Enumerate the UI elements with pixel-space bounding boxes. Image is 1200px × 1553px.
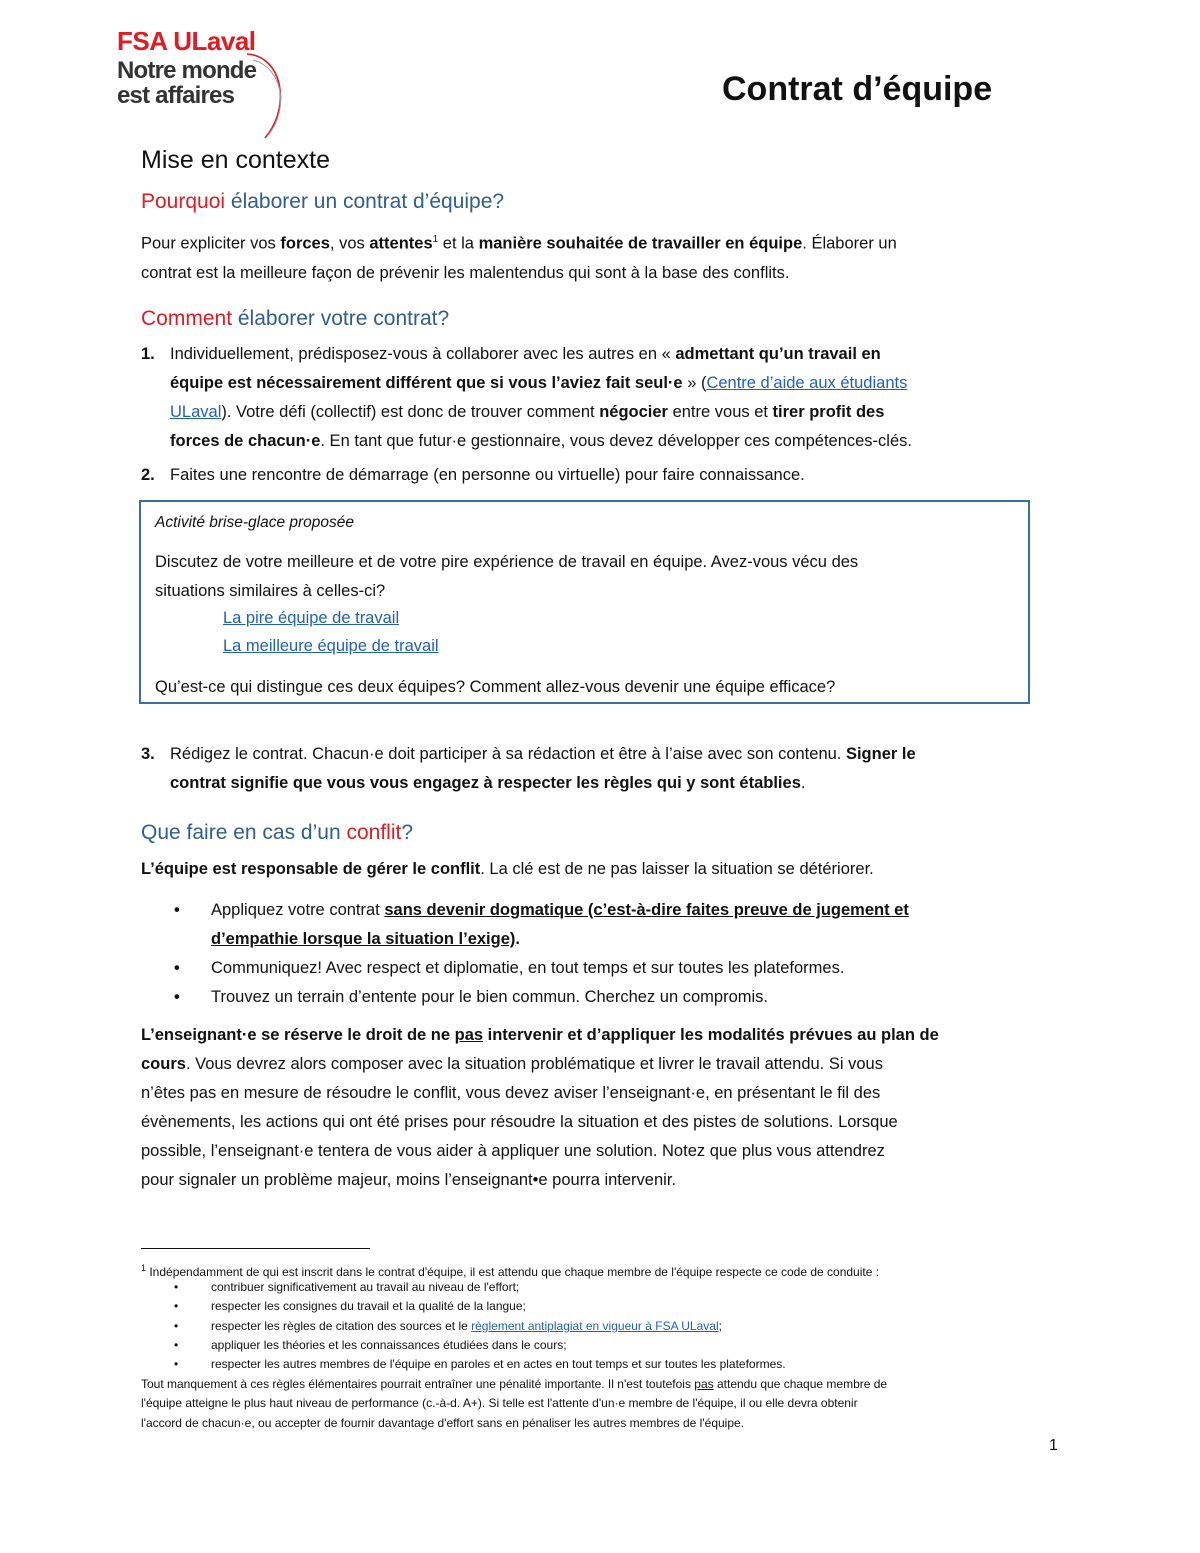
- text-bold: manière souhaitée de travailler en équipe: [478, 234, 803, 253]
- why-heading-blue: élaborer un contrat d’équipe?: [225, 190, 505, 213]
- text: contrat est la meilleure façon de prévenir les malentendus qui sont à la base des conflits.: [141, 263, 790, 282]
- footnote-ref[interactable]: 1: [432, 234, 439, 245]
- text: respecter les règles de citation des sources et le: [211, 1319, 472, 1333]
- text: l'équipe atteigne le plus haut niveau de performance (c.-à-d. A+). Si telle est l'attente d'un·e membre de l'équipe, il ou elle devra obtenir: [141, 1396, 858, 1411]
- bullet-icon: •: [174, 1299, 179, 1313]
- text: attendu que chaque membre de: [713, 1377, 888, 1391]
- footnote-number: 1: [141, 1263, 147, 1273]
- text: entre vous et: [667, 403, 773, 421]
- text-bold: cours: [141, 1055, 186, 1073]
- how-heading: [141, 307, 449, 331]
- text: possible, l’enseignant·e tentera de vous aider à appliquer une solution. Notez que plus vous attendrez: [141, 1142, 885, 1160]
- teacher-paragraph: [141, 1021, 1061, 1195]
- footnote-item-2: [174, 1297, 526, 1316]
- why-paragraph: [141, 225, 1061, 288]
- text-bold: Signer le: [845, 745, 916, 763]
- text: . Élaborer un: [802, 234, 897, 253]
- text: ;: [718, 1319, 722, 1333]
- help-center-link[interactable]: Centre d’aide aux étudiants: [706, 374, 908, 392]
- document-title: Contrat d’équipe: [722, 70, 993, 108]
- footnote-item-5: [174, 1355, 786, 1374]
- conflict-bullet-2: [174, 954, 1061, 983]
- step-2: [141, 461, 1070, 490]
- footnote-outro: [141, 1375, 887, 1433]
- logo: [117, 26, 297, 126]
- step-3: [141, 740, 1070, 798]
- text: Communiquez! Avec respect et diplomatie, en tout temps et sur toutes les plateformes.: [211, 959, 845, 977]
- text: Faites une rencontre de démarrage (en personne ou virtuelle) pour faire connaissance.: [170, 466, 805, 484]
- icebreaker-line-1: Discutez de votre meilleure et de votre pire expérience de travail en équipe. Avez-vous vécu des: [155, 553, 859, 571]
- how-heading-red: Comment: [141, 307, 233, 330]
- icebreaker-title: Activité brise-glace proposée: [155, 514, 355, 531]
- how-heading-blue: élaborer votre contrat?: [232, 307, 450, 330]
- why-heading-red: Pourquoi: [141, 190, 226, 213]
- text: contribuer significativement au travail au niveau de l'effort;: [211, 1280, 520, 1294]
- text-bold: admettant qu’un travail en: [675, 345, 881, 363]
- text-bold: forces de chacun·e: [170, 432, 321, 450]
- text: Individuellement, prédisposez-vous à collaborer avec les autres en «: [170, 345, 676, 363]
- step-number: 3.: [141, 745, 155, 763]
- footnote-item-3: [174, 1317, 722, 1336]
- text-bold: attentes: [369, 234, 433, 253]
- text-bold: contrat signifie que vous vous engagez à respecter les règles qui y sont établies: [170, 774, 801, 792]
- bullet-icon: •: [174, 959, 180, 977]
- logo-line-3: est affaires: [117, 82, 235, 109]
- text: Pour expliciter vos: [141, 234, 281, 253]
- section-heading-context: Mise en contexte: [141, 146, 330, 174]
- text: .: [800, 774, 806, 792]
- text: Rédigez le contrat. Chacun·e doit participer à sa rédaction et être à l’aise avec son contenu.: [170, 745, 846, 763]
- bullet-icon: •: [174, 1319, 179, 1333]
- text-bold: forces: [280, 234, 330, 253]
- text-bold-underline: d’empathie lorsque la situation l’exige): [211, 930, 516, 948]
- text: pour signaler un problème majeur, moins l’enseignant•e pourra intervenir.: [141, 1171, 676, 1189]
- text: . La clé est de ne pas laisser la situation se détériorer.: [480, 860, 874, 878]
- text: Appliquez votre contrat: [211, 901, 385, 919]
- text: » (: [687, 374, 707, 392]
- why-heading: [141, 190, 504, 214]
- text-bold: tirer profit des: [772, 403, 885, 421]
- text-bold: L’enseignant·e se réserve le droit de ne: [141, 1026, 455, 1044]
- worst-team-link[interactable]: La pire équipe de travail: [223, 609, 400, 627]
- conflict-heading-blue: Que faire en cas d’un: [141, 821, 347, 844]
- conflict-bullet-1: [174, 896, 1061, 954]
- text-bold: L’équipe est responsable de gérer le conflit: [141, 860, 481, 878]
- step-number: 2.: [141, 466, 155, 484]
- text: et la: [438, 234, 479, 253]
- text-bold: .: [515, 930, 520, 948]
- icebreaker-line-2: situations similaires à celles-ci?: [155, 582, 386, 600]
- text-bold: intervenir et d’appliquer les modalités prévues au plan de: [483, 1026, 939, 1044]
- conflict-heading-end: ?: [401, 821, 414, 844]
- text: Indépendamment de qui est inscrit dans le contrat d'équipe, il est attendu que chaque membre de l'équipe respecte ce code de conduite :: [146, 1265, 880, 1279]
- text: . En tant que futur·e gestionnaire, vous devez développer ces compétences-clés.: [320, 432, 912, 450]
- text: respecter les consignes du travail et la qualité de la langue;: [211, 1299, 526, 1313]
- text: évènements, les actions qui ont été prises pour résoudre la situation et des pistes de solutions. Lorsque: [141, 1113, 898, 1131]
- conflict-heading: [141, 821, 413, 845]
- bullet-icon: •: [174, 988, 180, 1006]
- text: appliquer les théories et les connaissances étudiées dans le cours;: [211, 1338, 567, 1352]
- text: n’êtes pas en mesure de résoudre le conflit, vous devez aviser l’enseignant·e, en présentant le fil des: [141, 1084, 881, 1102]
- text: Trouvez un terrain d’entente pour le bien commun. Cherchez un compromis.: [211, 988, 768, 1006]
- icebreaker-box: [139, 500, 1030, 704]
- text: , vos: [329, 234, 370, 253]
- text: ). Votre défi (collectif) est donc de trouver comment: [221, 403, 600, 421]
- bullet-icon: •: [174, 1280, 179, 1294]
- step-1: [141, 340, 1070, 456]
- logo-arc-icon: [237, 46, 297, 146]
- footnote-item-1: [174, 1278, 520, 1297]
- text-bold: négocier: [599, 403, 668, 421]
- text-bold-underline: pas: [454, 1026, 484, 1044]
- page-number: 1: [1049, 1437, 1058, 1454]
- conflict-heading-red: conflit: [346, 821, 402, 844]
- bullet-icon: •: [174, 1357, 179, 1371]
- antiplagiarism-link[interactable]: règlement antiplagiat en vigueur à FSA ULaval: [471, 1319, 719, 1333]
- bullet-icon: •: [174, 1338, 179, 1352]
- text-underline: pas: [694, 1377, 714, 1391]
- logo-line-2: Notre monde: [117, 57, 257, 84]
- conflict-bullet-3: [174, 983, 1061, 1012]
- text: . Vous devrez alors composer avec la situation problématique et livrer le travail attendu. Si vous: [185, 1055, 883, 1073]
- best-team-link[interactable]: La meilleure équipe de travail: [223, 637, 439, 655]
- bullet-icon: •: [174, 901, 180, 919]
- icebreaker-question: Qu’est-ce qui distingue ces deux équipes? Comment allez-vous devenir une équipe efficace?: [155, 678, 836, 696]
- conflict-intro: [141, 855, 874, 884]
- text-bold-underline: sans devenir dogmatique (c’est-à-dire faites preuve de jugement et: [384, 901, 909, 919]
- help-center-link-cont[interactable]: ULaval: [170, 403, 222, 421]
- text: respecter les autres membres de l'équipe en paroles et en actes en tout temps et sur toutes les plateformes.: [211, 1357, 786, 1371]
- footnote-item-4: [174, 1336, 567, 1355]
- text: Tout manquement à ces règles élémentaires pourrait entraîner une pénalité importante. Il n'est toutefois: [141, 1377, 695, 1391]
- footnote-separator: [141, 1248, 370, 1249]
- text-bold: équipe est nécessairement différent que si vous l’aviez fait seul·e: [170, 374, 688, 392]
- text: l'accord de chacun·e, ou accepter de fournir davantage d'effort sans en pénaliser les autres membres de l'équipe.: [141, 1415, 745, 1430]
- logo-line-1: FSA ULaval: [117, 26, 256, 56]
- step-number: 1.: [141, 345, 155, 363]
